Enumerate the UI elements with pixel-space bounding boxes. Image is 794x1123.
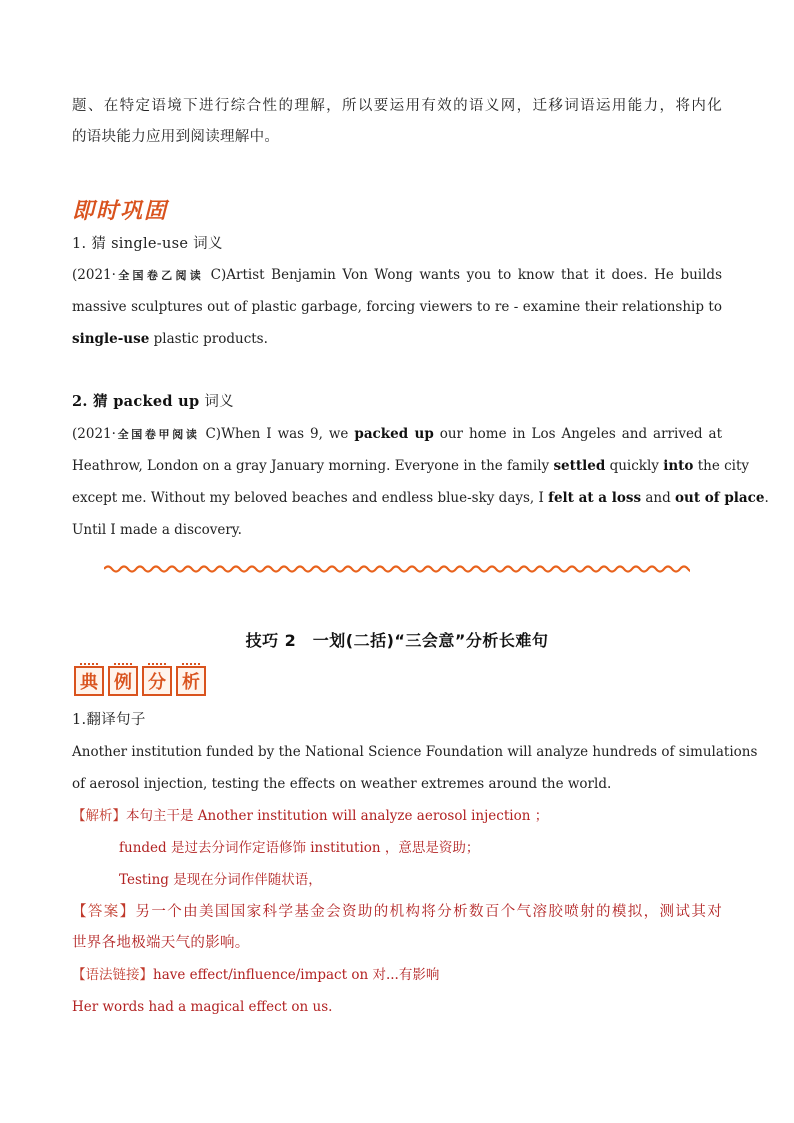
analysis-line-2: funded 是过去分词作定语修饰 institution ，意思是资助； [119, 840, 480, 856]
q2-line-1: (2021·全国卷甲阅读 C)When I was 9, we packed up our home in Los Angeles and arrived at [72, 426, 722, 442]
banner-char-1: 典 [74, 666, 104, 696]
example-sentence-1: Another institution funded by the National Science Foundation will analyze hundreds of simulations [72, 744, 758, 760]
banner-char-3: 分 [142, 666, 172, 696]
analysis-line-1: 【解析】本句主干是 Another institution will analyze aerosol injection ； [72, 808, 549, 824]
grammar-tag: 【语法链接】 [72, 967, 153, 983]
banner-consolidation: 即时巩固 [72, 199, 169, 224]
q1-line-2: massive sculptures out of plastic garbage, forcing viewers to re - examine their relationship to [72, 299, 722, 315]
banner-char-4: 析 [176, 666, 206, 696]
q2-title: 2. 猜 packed up 词义 [72, 393, 234, 410]
q2-line-4: Until I made a discovery. [72, 522, 242, 538]
section-title: 技巧 2 一划(二括)“三会意”分析长难句 [245, 631, 549, 650]
answer-line-1: 【答案】另一个由美国国家科学基金会资助的机构将分析数百个气溶胶喷射的模拟，测试其对 [72, 904, 722, 920]
q2-line-3: except me. Without my beloved beaches and endless blue-sky days, I felt at a loss and out of place. [72, 490, 769, 506]
banner-example-analysis [74, 666, 206, 696]
intro-line-2: 的语块能力应用到阅读理解中。 [72, 129, 280, 145]
example-sentence-2: of aerosol injection, testing the effects on weather extremes around the world. [72, 776, 612, 792]
intro-line-1: 题、在特定语境下进行综合性的理解，所以要运用有效的语义网，迁移词语运用能力，将内化 [72, 98, 722, 114]
q1-line-1: (2021·全国卷乙阅读 C)Artist Benjamin Von Wong wants you to know that it does. He builds [72, 267, 723, 283]
analysis-line-3: Testing 是现在分词作伴随状语， [119, 872, 322, 888]
source-label: 全国卷甲阅读 [115, 428, 200, 441]
banner-char-2: 例 [108, 666, 138, 696]
grammar-line-2: Her words had a magical effect on us. [72, 999, 333, 1015]
answer-line-2: 世界各地极端天气的影响。 [72, 935, 250, 951]
q2-line-2: Heathrow, London on a gray January morning. Everyone in the family settled quickly into the city [72, 458, 750, 474]
wavy-divider [104, 562, 690, 576]
q1-title: 1. 猜 single-use 词义 [72, 236, 223, 252]
answer-tag: 【答案】 [72, 904, 136, 920]
grammar-line-1: 【语法链接】have effect/influence/impact on 对...有影响 [72, 967, 440, 983]
q1-line-3: single-use plastic products. [72, 331, 268, 347]
example-heading: 1.翻译句子 [72, 712, 146, 728]
analysis-tag: 【解析】 [72, 808, 126, 824]
source-label: 全国卷乙阅读 [115, 269, 205, 282]
